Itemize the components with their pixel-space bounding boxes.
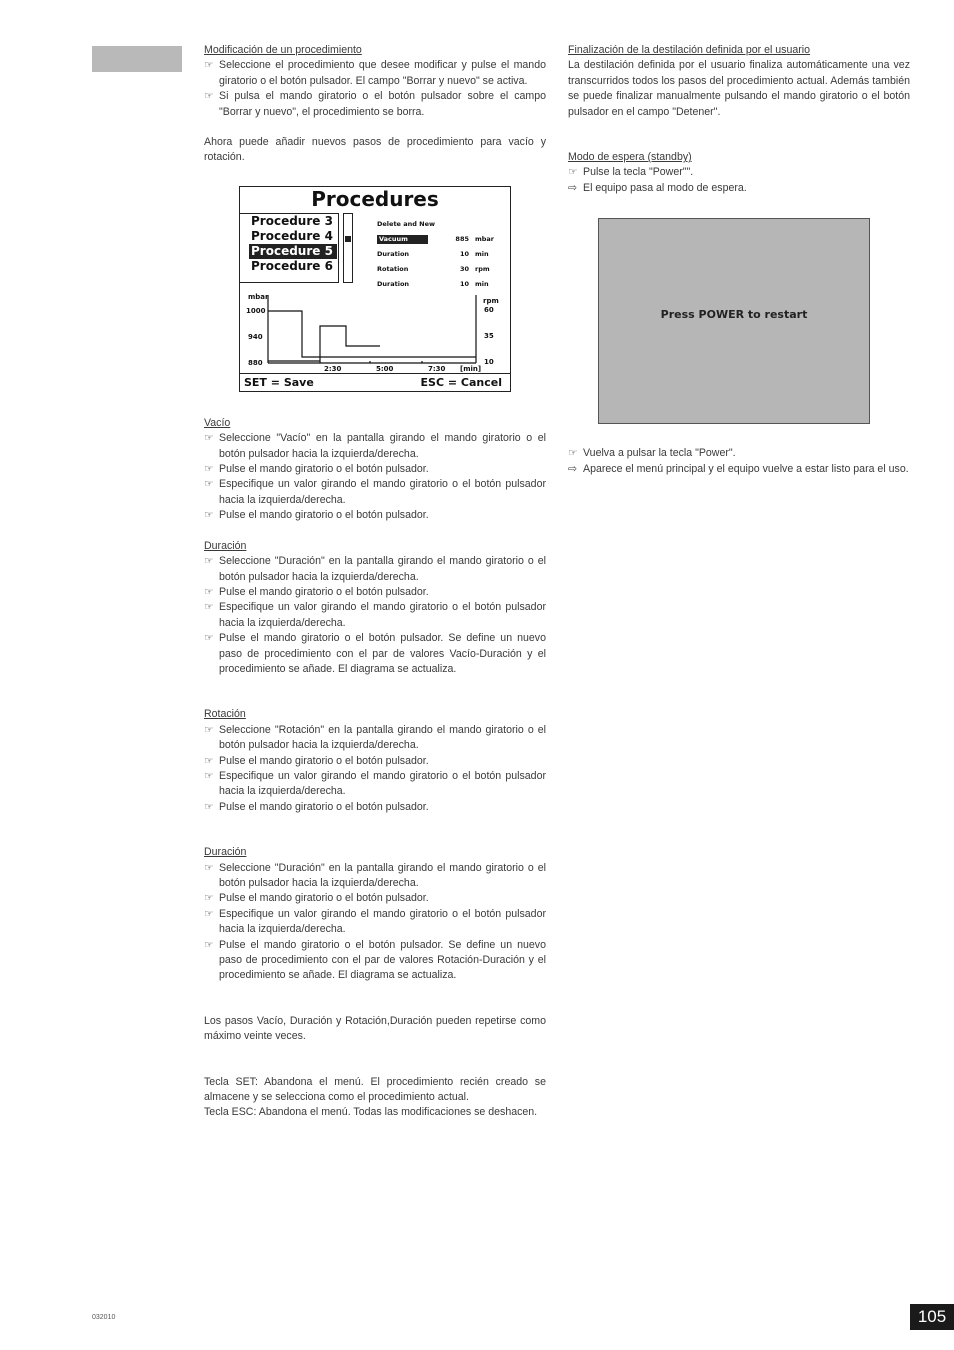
- param-unit: min: [475, 249, 489, 258]
- y-right-tick: 35: [484, 331, 494, 340]
- set-save-label: SET = Save: [244, 375, 314, 389]
- list-item: [204, 554, 546, 585]
- pointing-hand-icon: ☞: [204, 585, 214, 598]
- list-item: [204, 754, 546, 769]
- param-name: Vacuum: [377, 235, 428, 244]
- pointing-hand-icon: ☞: [204, 769, 214, 782]
- list-item-text: Seleccione "Rotación" en la pantalla girando el mando giratorio o el botón pulsador hacia la izquierda/derecha.: [219, 723, 546, 752]
- list-item: [204, 861, 546, 892]
- esc-cancel-label: ESC = Cancel: [420, 375, 502, 389]
- list-item-text: El equipo pasa al modo de espera.: [583, 181, 747, 194]
- list-item-text: Pulse el mando giratorio o el botón pulsador.: [219, 892, 429, 905]
- duracion-heading: Duración: [204, 846, 247, 859]
- standby-screen: [598, 218, 870, 424]
- list-item-text: Pulse el mando giratorio o el botón pulsador.: [219, 509, 429, 522]
- list-item-text: Especifique un valor girando el mando giratorio o el botón pulsador hacia la izquierda/derecha.: [219, 601, 546, 629]
- repeat-text: Los pasos Vacío, Duración y Rotación,Duración pueden repetirse como máximo veinte veces.: [204, 1014, 546, 1043]
- list-item-text: Pulse la tecla "Power"".: [583, 166, 694, 179]
- list-item: [204, 723, 546, 754]
- esc-key-text: Tecla ESC: Abandona el menú. Todas las modificaciones se deshacen.: [204, 1106, 538, 1119]
- list-item-text: Pulse el mando giratorio o el botón pulsador. Se define un nuevo paso de procedimiento con el par de valores Vacío-Duración y el procedimiento se añade. El diagrama se actualiza.: [219, 632, 546, 675]
- y-right-unit: rpm: [483, 296, 499, 305]
- procedures-screen: [239, 186, 511, 392]
- pointing-hand-icon: ☞: [204, 892, 214, 905]
- list-item-text: Seleccione el procedimiento que desee modificar y pulse el mando giratorio o el botón pulsador. El campo "Borrar y nuevo" se activa.: [219, 59, 546, 87]
- result-arrow-icon: ⇨: [568, 181, 577, 194]
- screen-title: Procedures: [311, 186, 439, 211]
- procedure-list: [240, 213, 339, 283]
- finish-heading: Finalización de la destilación definida por el usuario: [568, 44, 811, 56]
- list-item: [568, 462, 910, 477]
- param-name: Rotation: [377, 264, 409, 273]
- list-item-text: Vuelva a pulsar la tecla "Power".: [583, 447, 736, 460]
- y-left-tick: 880: [248, 358, 263, 367]
- pointing-hand-icon: ☞: [204, 601, 214, 614]
- procedure-item-selected[interactable]: Procedure 5: [249, 244, 337, 259]
- list-item: [568, 165, 910, 180]
- procedure-item[interactable]: Procedure 3: [251, 213, 333, 228]
- list-item: [568, 446, 910, 461]
- list-item: [204, 508, 546, 523]
- list-item-text: Seleccione "Duración" en la pantalla girando el mando giratorio o el botón pulsador hacia la izquierda/derecha.: [219, 861, 546, 889]
- list-item: [204, 462, 546, 477]
- list-item: [204, 769, 546, 800]
- pointing-hand-icon: ☞: [568, 166, 578, 179]
- set-key-text: Tecla SET: Abandona el menú. El procedimiento recién creado se almacene y se selecciona como el procedimiento actual.: [204, 1075, 546, 1104]
- pointing-hand-icon: ☞: [204, 800, 214, 813]
- list-item-text: Especifique un valor girando el mando giratorio o el botón pulsador hacia la izquierda/derecha.: [219, 769, 546, 798]
- list-item-text: Aparece el menú principal y el equipo vuelve a estar listo para el uso.: [583, 462, 909, 475]
- list-item-text: Pulse el mando giratorio o el botón pulsador.: [219, 463, 429, 476]
- modify-heading: Modificación de un procedimiento: [204, 44, 362, 56]
- list-item-text: Pulse el mando giratorio o el botón pulsador.: [219, 585, 429, 598]
- pointing-hand-icon: ☞: [204, 90, 214, 103]
- param-value: 10: [459, 249, 469, 258]
- vacio-heading: Vacío: [204, 416, 231, 429]
- pointing-hand-icon: ☞: [204, 478, 214, 491]
- page-number: 105: [910, 1304, 954, 1330]
- rotation-line: [268, 326, 380, 361]
- list-item-text: Especifique un valor girando el mando giratorio o el botón pulsador hacia la izquierda/derecha.: [219, 478, 546, 506]
- list-item-text: Seleccione "Duración" en la pantalla girando el mando giratorio o el botón pulsador hacia la izquierda/derecha.: [219, 555, 546, 583]
- result-arrow-icon: ⇨: [568, 462, 577, 475]
- y-left-tick: 1000: [246, 306, 266, 315]
- pointing-hand-icon: ☞: [204, 754, 214, 767]
- duracion-heading: Duración: [204, 539, 247, 552]
- rotacion-heading: Rotación: [204, 708, 246, 721]
- param-name: Duration: [377, 249, 410, 258]
- left-column: [204, 43, 546, 1121]
- pointing-hand-icon: ☞: [204, 723, 214, 736]
- x-tick: 7:30: [428, 364, 446, 373]
- list-item: [568, 181, 910, 196]
- list-item: [204, 600, 546, 631]
- procedure-item[interactable]: Procedure 4: [251, 228, 333, 243]
- procedure-item[interactable]: Procedure 6: [251, 258, 333, 273]
- standby-message: Press POWER to restart: [660, 308, 808, 321]
- param-value: 10: [459, 279, 469, 288]
- pointing-hand-icon: ☞: [204, 509, 214, 522]
- list-item: [204, 431, 546, 462]
- list-item-text: Pulse el mando giratorio o el botón pulsador.: [219, 800, 429, 813]
- list-item: [204, 938, 546, 984]
- param-name: Duration: [377, 279, 410, 288]
- pointing-hand-icon: ☞: [204, 59, 214, 72]
- list-item: [204, 89, 546, 120]
- standby-heading: Modo de espera (standby): [568, 151, 692, 164]
- x-tick: 2:30: [324, 364, 342, 373]
- y-left-unit: mbar: [248, 292, 269, 301]
- delete-and-new-button[interactable]: Delete and New: [377, 219, 436, 228]
- list-item: [204, 891, 546, 906]
- param-unit: mbar: [475, 234, 495, 243]
- pointing-hand-icon: ☞: [204, 463, 214, 476]
- document-code: 032010: [92, 1314, 116, 1321]
- pointing-hand-icon: ☞: [204, 938, 214, 951]
- scrollbar[interactable]: [343, 213, 353, 283]
- y-left-tick: 940: [248, 332, 263, 341]
- param-row[interactable]: [377, 277, 505, 292]
- list-item-text: Seleccione "Vacío" en la pantalla girando el mando giratorio o el botón pulsador hacia la izquierda/derecha.: [219, 432, 546, 460]
- params-panel: [377, 217, 505, 292]
- procedure-graph: [240, 291, 510, 373]
- scrollbar-thumb[interactable]: [345, 236, 351, 242]
- param-row[interactable]: [377, 247, 505, 262]
- pointing-hand-icon: ☞: [204, 861, 214, 874]
- pointing-hand-icon: ☞: [568, 447, 578, 460]
- param-value: 885: [455, 234, 469, 243]
- finish-text: La destilación definida por el usuario finaliza automáticamente una vez transcurridos todos los pasos del procedimiento actual. Además también se puede finalizar manualmente pulsando el mando giratorio o el botón pulsador en el campo "Detener".: [568, 59, 910, 118]
- list-item: [204, 800, 546, 815]
- pointing-hand-icon: ☞: [204, 907, 214, 920]
- pointing-hand-icon: ☞: [204, 555, 214, 568]
- list-item: [204, 907, 546, 938]
- list-item: [204, 58, 546, 89]
- pointing-hand-icon: ☞: [204, 632, 214, 645]
- list-item-text: Pulse el mando giratorio o el botón pulsador.: [219, 754, 429, 767]
- list-item: [204, 585, 546, 600]
- y-right-tick: 60: [484, 305, 494, 314]
- y-right-tick: 10: [484, 357, 494, 366]
- param-unit: min: [475, 279, 489, 288]
- screen-footer: [240, 373, 510, 391]
- list-item-text: Especifique un valor girando el mando giratorio o el botón pulsador hacia la izquierda/derecha.: [219, 907, 546, 936]
- param-value: 30: [459, 264, 469, 273]
- x-tick: 5:00: [376, 364, 394, 373]
- list-item-text: Pulse el mando giratorio o el botón pulsador. Se define un nuevo paso de procedimiento con el par de valores Rotación-Duración y el procedimiento se añade. El diagrama se actualiza.: [219, 938, 546, 982]
- pointing-hand-icon: ☞: [204, 432, 214, 445]
- x-unit: [min]: [460, 364, 482, 373]
- list-item: [204, 477, 546, 508]
- section-tab: [92, 46, 182, 72]
- param-unit: rpm: [475, 264, 490, 273]
- param-row[interactable]: [377, 262, 505, 277]
- list-item-text: Si pulsa el mando giratorio o el botón pulsador sobre el campo "Borrar y nuevo", el procedimiento se borra.: [219, 90, 546, 118]
- vacuum-line: [268, 311, 476, 357]
- param-row-selected[interactable]: [377, 232, 505, 247]
- modify-after-text: Ahora puede añadir nuevos pasos de procedimiento para vacío y rotación.: [204, 136, 546, 164]
- list-item: [204, 631, 546, 677]
